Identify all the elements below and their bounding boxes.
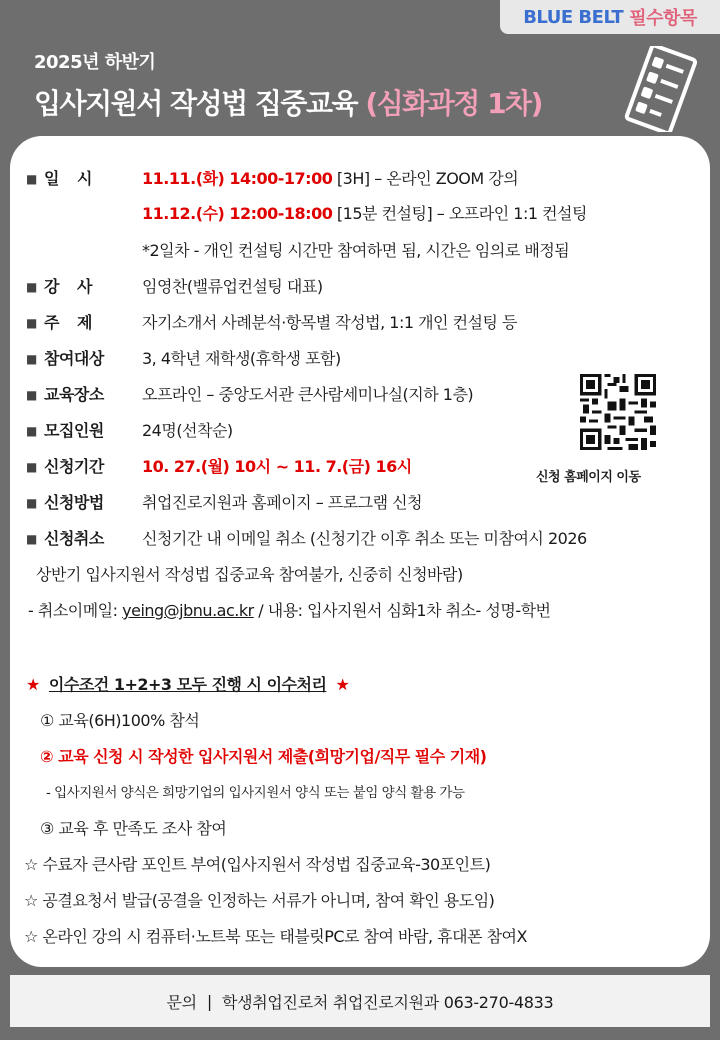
square-bullet: ■ (26, 532, 37, 546)
completion-item-2-note: - 입사지원서 양식은 희망기업의 입사지원서 양식 또는 붙임 양식 활용 가능 (46, 785, 465, 801)
note-absence-form: ☆ 공결요청서 발급(공결을 인정하는 서류가 아니며, 참여 확인 용도임) (24, 891, 495, 910)
title-highlight: (심화과정 1차) (365, 87, 542, 120)
completion-heading-row (26, 672, 349, 698)
checklist-document-icon (614, 46, 706, 132)
star-icon: ★ (26, 675, 40, 694)
capacity-label: 모집인원 (44, 421, 104, 440)
lecturer-value: 임영찬(밸류업컨설팅 대표) (142, 277, 323, 296)
note-points: ☆ 수료자 큰사람 포인트 부여(입사지원서 작성법 집중교육-30포인트) (24, 855, 491, 874)
cancel-email-row (28, 598, 551, 624)
square-bullet: ■ (26, 280, 37, 294)
qr-label: 신청 홈페이지 이동 (536, 470, 641, 485)
completion-item-3: ③ 교육 후 만족도 조사 참여 (40, 819, 227, 838)
day2-rest: [15분 컨설팅] – 오프라인 1:1 컨설팅 (332, 204, 587, 223)
cancel-email-prefix: - 취소이메일: (28, 601, 123, 620)
day1-date: 11.11.(화) 14:00-17:00 (142, 169, 333, 188)
schedule-note: *2일차 - 개인 컨설팅 시간만 참여하면 됨, 시간은 임의로 배정됨 (142, 241, 570, 260)
contact-footer (10, 975, 710, 1027)
cancel-email-link[interactable]: yeing@jbnu.ac.kr (122, 601, 254, 620)
badge-blue-belt: BLUE BELT (523, 6, 624, 28)
content-card (10, 136, 710, 967)
title-main: 입사지원서 작성법 집중교육 (34, 87, 358, 120)
cancel-value-line2: 상반기 입사지원서 작성법 집중교육 참여불가, 신중히 신청바람) (36, 565, 463, 584)
cancel-value: 신청기간 내 이메일 취소 (신청기간 이후 취소 또는 미참여시 2026 (142, 529, 587, 548)
completion-item-2: ② 교육 신청 시 작성한 입사지원서 제출(희망기업/직무 필수 기재) (40, 747, 487, 766)
square-bullet: ■ (26, 460, 37, 474)
completion-heading: 이수조건 1+2+3 모두 진행 시 이수처리 (48, 675, 327, 694)
schedule-label: 일 시 (44, 169, 99, 188)
period-label: 신청기간 (44, 457, 104, 476)
topic-label: 주 제 (44, 313, 99, 332)
cancel-email-suffix: / 내용: 입사지원서 심화1차 취소- 성명-학번 (253, 601, 551, 620)
qr-code[interactable] (580, 374, 656, 450)
square-bullet: ■ (26, 424, 37, 438)
target-value: 3, 4학년 재학생(휴학생 포함) (142, 349, 341, 368)
venue-label: 교육장소 (44, 385, 104, 404)
day2-date: 11.12.(수) 12:00-18:00 (142, 204, 333, 223)
lecturer-label: 강 사 (44, 277, 99, 296)
method-label: 신청방법 (44, 493, 104, 512)
page-title (34, 82, 542, 122)
footer-label: 문의 (166, 992, 197, 1012)
method-value: 취업진로지원과 홈페이지 – 프로그램 신청 (142, 493, 423, 512)
square-bullet: ■ (26, 496, 37, 510)
badge-required: 필수항목 (629, 8, 697, 29)
period-value: 10. 27.(월) 10시 ~ 11. 7.(금) 16시 (142, 457, 412, 476)
footer-contact: 학생취업진로처 취업진로지원과 063-270-4833 (221, 992, 554, 1012)
header-subtitle: 2025년 하반기 (34, 52, 156, 73)
square-bullet: ■ (26, 388, 37, 402)
square-bullet: ■ (26, 352, 37, 366)
day1-rest: [3H] – 온라인 ZOOM 강의 (332, 169, 519, 188)
capacity-value: 24명(선착순) (142, 421, 233, 440)
note-device: ☆ 온라인 강의 시 컴퓨터·노트북 또는 태블릿PC로 참여 바람, 휴대폰 참여X (24, 927, 527, 946)
required-badge (500, 0, 720, 34)
cancel-label: 신청취소 (44, 529, 104, 548)
completion-item-1: ① 교육(6H)100% 참석 (40, 711, 200, 730)
venue-value: 오프라인 – 중앙도서관 큰사람세미나실(지하 1층) (142, 385, 474, 404)
square-bullet: ■ (26, 172, 37, 186)
footer-separator: | (206, 991, 212, 1011)
star-icon: ★ (335, 675, 350, 694)
target-label: 참여대상 (44, 349, 104, 368)
topic-value: 자기소개서 사례분석·항목별 작성법, 1:1 개인 컨설팅 등 (142, 313, 518, 332)
square-bullet: ■ (26, 316, 37, 330)
